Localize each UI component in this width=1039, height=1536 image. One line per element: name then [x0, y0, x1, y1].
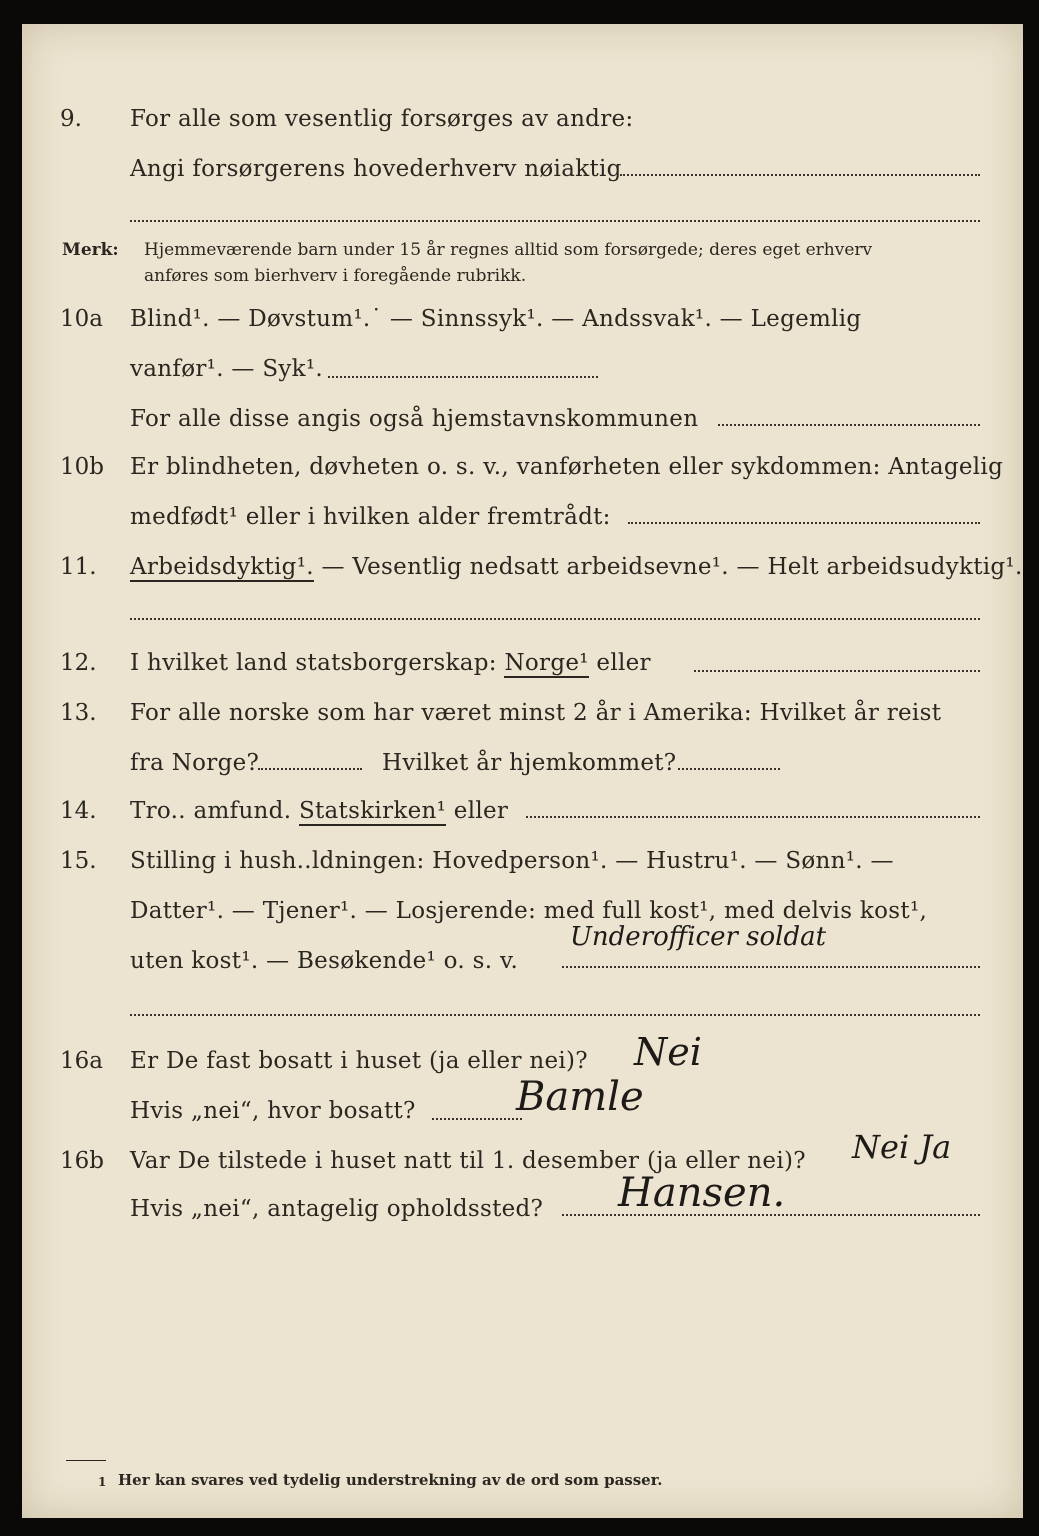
note-line1: Hjemmeværende barn under 15 år regnes alltid som forsørgede; deres eget erhverv: [144, 240, 873, 260]
q16b-line2: Hvis „nei“, antagelig opholdssted?: [130, 1196, 544, 1222]
q10a-line3: For alle disse angis også hjemstavnskommunen: [130, 406, 699, 432]
question-number: 11.: [60, 554, 97, 580]
footnote-mark: 1: [98, 1475, 107, 1489]
question-number: 9.: [60, 106, 82, 132]
answer-line: [718, 424, 980, 426]
answer-line: [526, 816, 980, 818]
note-label: Merk:: [62, 240, 119, 260]
answer-line: [130, 1014, 980, 1016]
note-line2: anføres som bierhverv i foregående rubrikk.: [144, 266, 527, 286]
question-number: 15.: [60, 848, 97, 874]
answer-line: [678, 768, 780, 770]
answer-line: [130, 618, 980, 620]
answer-line: [628, 522, 980, 524]
handwritten-answer: Bamle: [516, 1074, 644, 1120]
q14-line: Tro.. amfund. Statskirken¹ eller: [130, 798, 509, 824]
answer-line: [432, 1118, 522, 1120]
q10a-line2: vanfør¹. — Syk¹.: [130, 356, 324, 382]
answer-line: [562, 966, 980, 968]
question-number: 14.: [60, 798, 97, 824]
answer-line: [694, 670, 980, 672]
footnote-rule: [66, 1460, 106, 1461]
handwritten-answer: Hansen.: [618, 1170, 786, 1216]
q16a-line2: Hvis „nei“, hvor bosatt?: [130, 1098, 416, 1124]
footnote-text: Her kan svares ved tydelig understrekning av de ord som passer.: [118, 1471, 663, 1489]
underlined-answer: Arbeidsdyktig¹.: [130, 554, 314, 580]
q16a-line1: Er De fast bosatt i huset (ja eller nei)?: [130, 1048, 588, 1074]
q13-line2a: fra Norge?: [130, 750, 260, 776]
answer-line: [328, 376, 598, 378]
q15-line3: uten kost¹. — Besøkende¹ o. s. v.: [130, 948, 519, 974]
q10a-line1: Blind¹. — Døvstum¹.˙ — Sinnssyk¹. — Andssvak¹. — Legemlig: [130, 306, 862, 332]
question-number: 16a: [60, 1048, 103, 1074]
handwritten-answer: Underofficer soldat: [570, 922, 827, 952]
q10b-line2: medfødt¹ eller i hvilken alder fremtrådt:: [130, 504, 611, 530]
handwritten-answer: Nei: [634, 1030, 702, 1074]
q13-line2b: Hvilket år hjemkommet?: [382, 750, 677, 776]
q11-line1: Arbeidsdyktig¹. — Vesentlig nedsatt arbeidsevne¹. — Helt arbeidsudyktig¹.: [130, 554, 1023, 580]
q9-line2: Angi forsørgerens hovederhverv nøiaktig: [130, 156, 622, 182]
question-number: 16b: [60, 1148, 104, 1174]
q15-line1: Stilling i hush..ldningen: Hovedperson¹. — Hustru¹. — Sønn¹. —: [130, 848, 894, 874]
q10b-line1: Er blindheten, døvheten o. s. v., vanførheten eller sykdommen: Antagelig: [130, 454, 1004, 480]
answer-line: [620, 174, 980, 176]
q16b-line1: Var De tilstede i huset natt til 1. desember (ja eller nei)?: [130, 1148, 806, 1174]
answer-line: [130, 220, 980, 222]
handwritten-answer: Nei Ja: [852, 1128, 952, 1166]
question-number: 10b: [60, 454, 104, 480]
answer-line: [258, 768, 362, 770]
q12-line: I hvilket land statsborgerskap: Norge¹ eller: [130, 650, 651, 676]
q9-line1: For alle som vesentlig forsørges av andre:: [130, 106, 634, 132]
underlined-answer: Statskirken¹: [298, 798, 447, 824]
question-number: 13.: [60, 700, 97, 726]
census-form-page: [22, 24, 1023, 1518]
question-number: 12.: [60, 650, 97, 676]
underlined-answer: Norge¹: [504, 650, 589, 676]
question-number: 10a: [60, 306, 103, 332]
q13-line1: For alle norske som har været minst 2 år i Amerika: Hvilket år reist: [130, 700, 942, 726]
q15-line2: Datter¹. — Tjener¹. — Losjerende: med full kost¹, med delvis kost¹,: [130, 898, 928, 924]
